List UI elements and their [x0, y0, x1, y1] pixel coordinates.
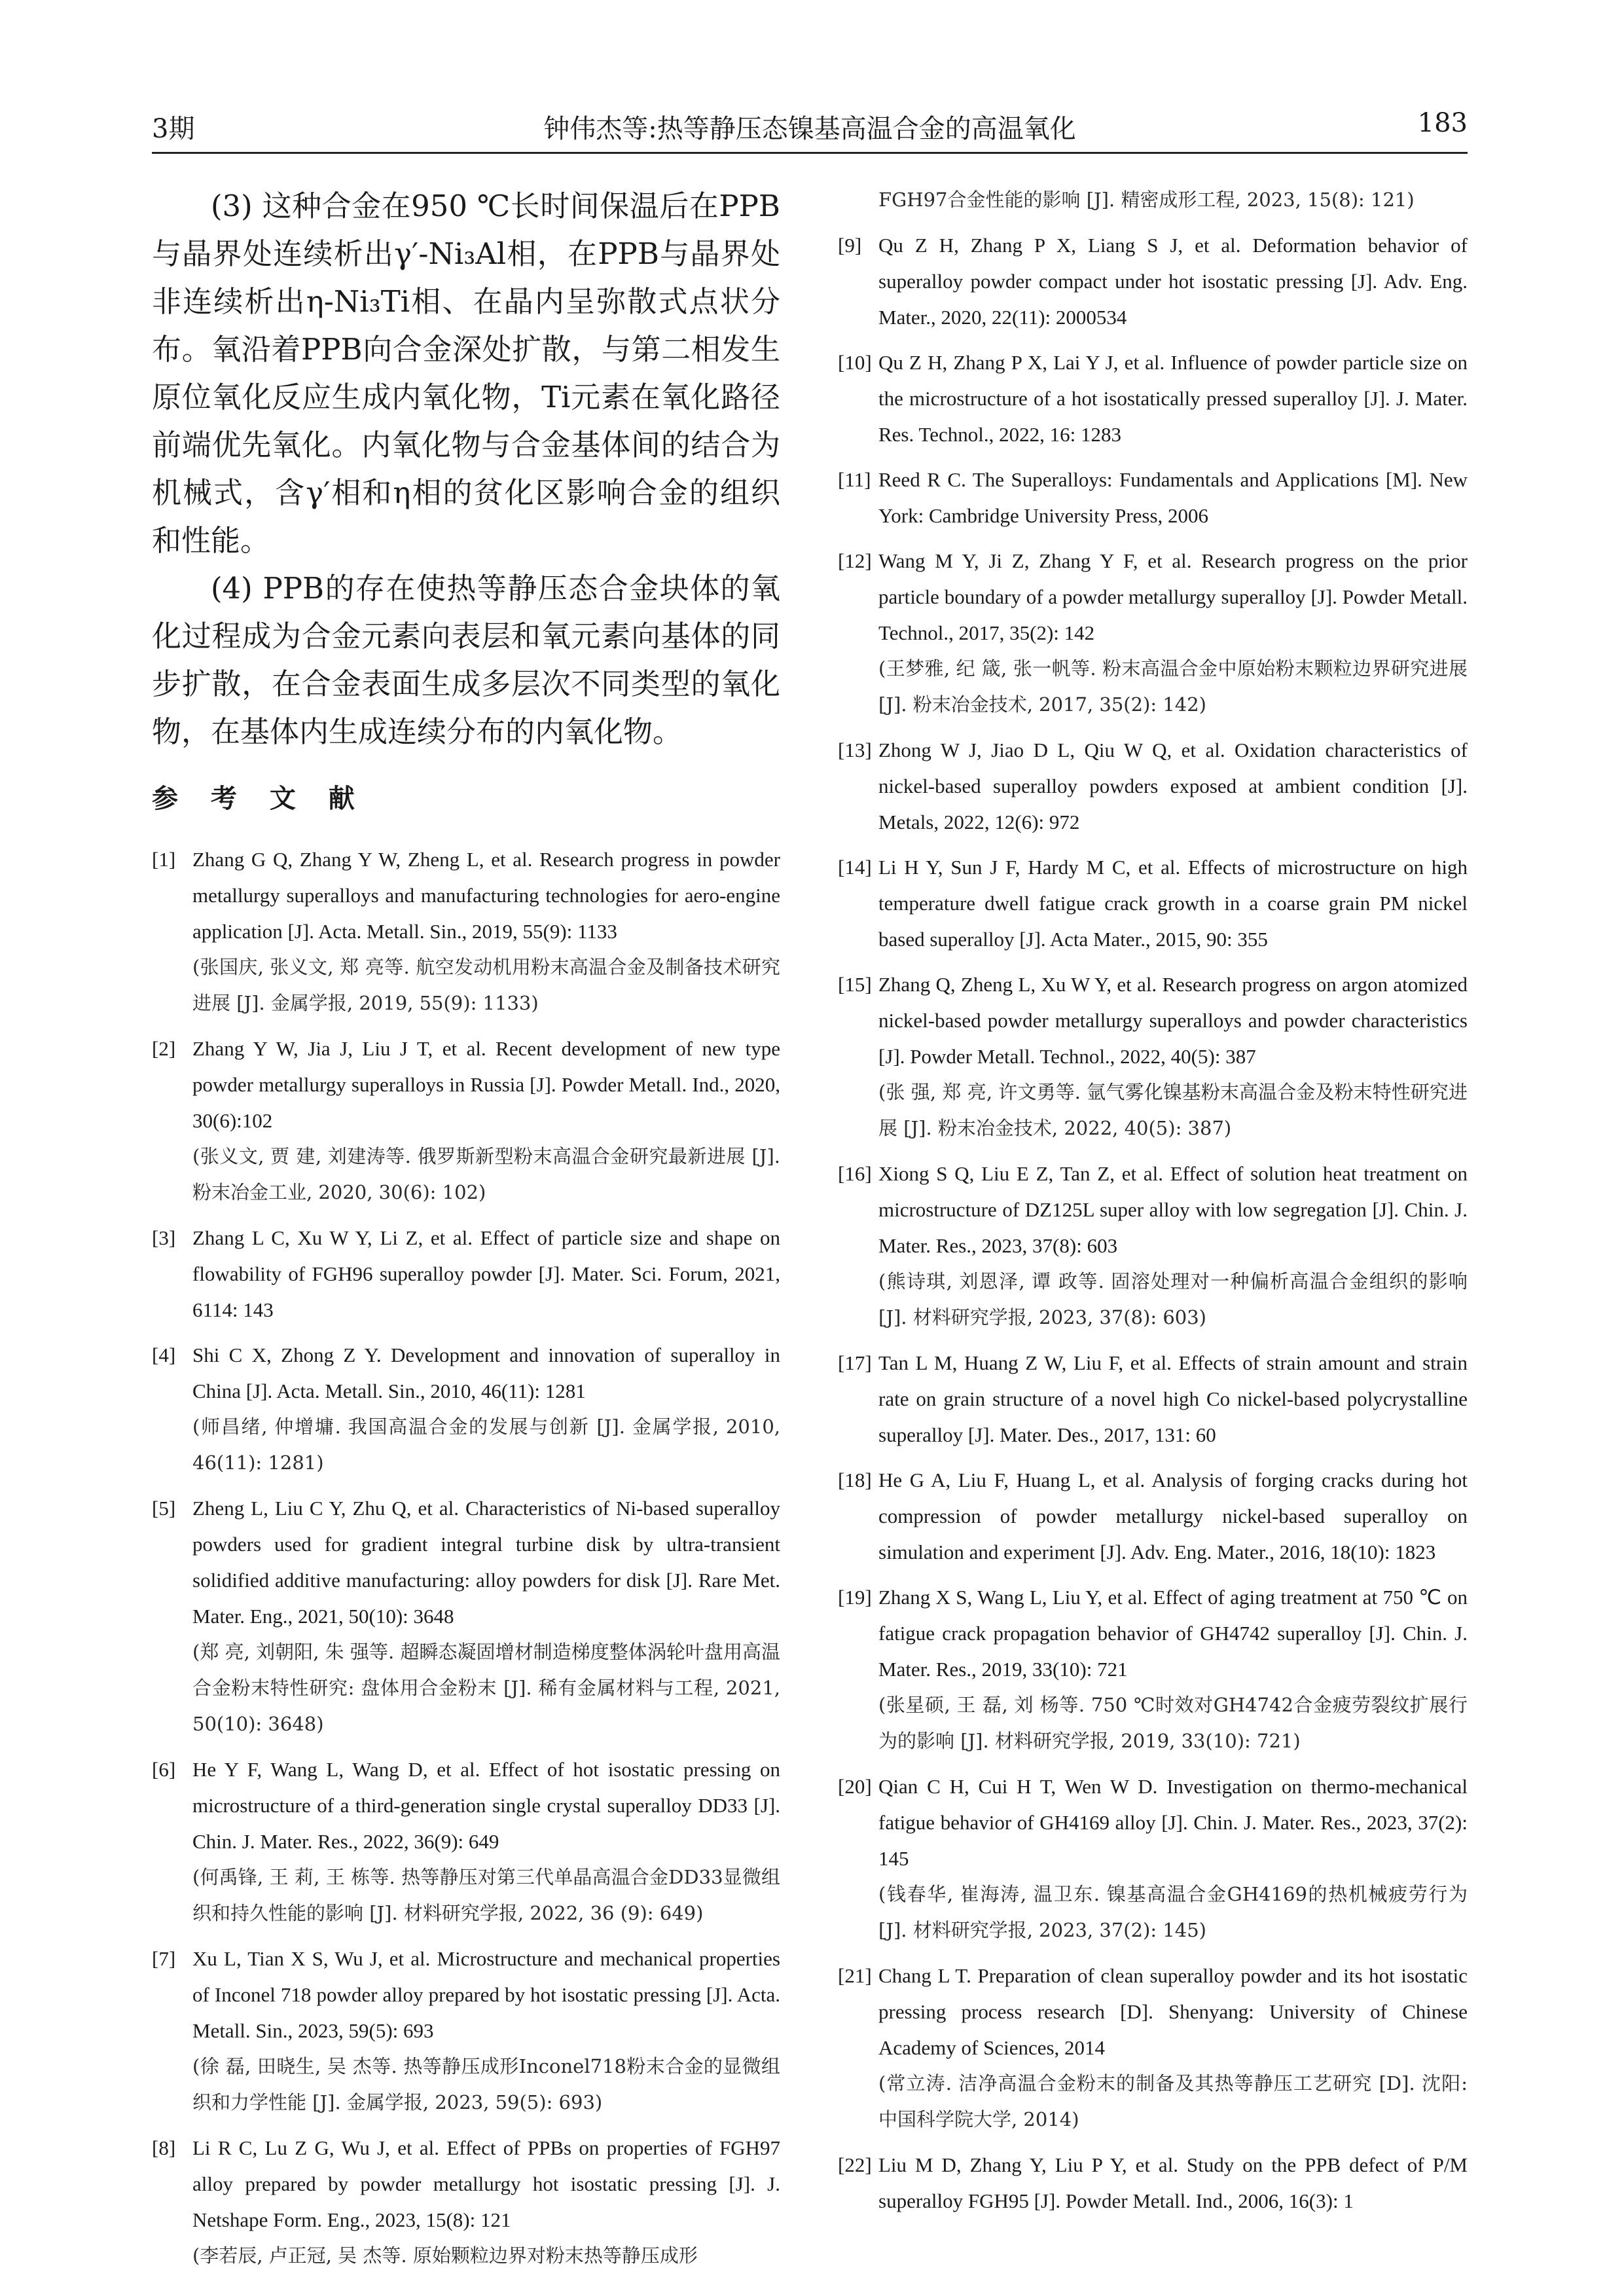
running-header	[152, 108, 1468, 154]
reference-item	[838, 732, 1468, 840]
reference-item	[838, 543, 1468, 723]
conclusion-para-4: (4) PPB的存在使热等静压态合金块体的氧化过程成为合金元素向表层和氧元素向基体的同步扩散，在合金表面生成多层次不同类型的氧化物，在基体内生成连续分布的内氧化物。	[152, 571, 780, 749]
reference-citation-en: Qian C H, Cui H T, Wen W D. Investigation on thermo-mechanical fatigue behavior of GH4169 alloy [J]. Chin. J. Mater. Res., 2023, 37(2): 145	[878, 1775, 1468, 1870]
reference-citation-cn: (何禹锋, 王 莉, 王 栋等. 热等静压对第三代单晶高温合金DD33显微组织和持久性能的影响 [J]. 材料研究学报, 2022, 36 (9): 649)	[192, 1866, 780, 1924]
reference-item	[838, 227, 1468, 335]
reference-number: [16]	[838, 1162, 872, 1185]
page-number: 183	[1417, 108, 1468, 138]
reference-item	[838, 966, 1468, 1146]
reference-item	[838, 462, 1468, 534]
reference-citation-en: Reed R C. The Superalloys: Fundamentals and Applications [M]. New York: Cambridge University Press, 2006	[878, 468, 1468, 527]
reference-citation-en: Zhang G Q, Zhang Y W, Zheng L, et al. Research progress in powder metallurgy superalloys and manufacturing technologies for aero-engine application [J]. Acta. Metall. Sin., 2019, 55(9): 1133	[192, 848, 780, 943]
reference-number: [1]	[152, 848, 176, 871]
left-column	[152, 182, 780, 2283]
reference-item	[838, 1958, 1468, 2138]
reference-item	[152, 1490, 780, 1742]
reference-citation-en: Zhang Q, Zheng L, Xu W Y, et al. Research progress on argon atomized nickel-based powder metallurgy superalloys and powder characteristics [J]. Powder Metall. Technol., 2022, 40(5): 387	[878, 973, 1468, 1068]
reference-citation-en: Zhang X S, Wang L, Liu Y, et al. Effect of aging treatment at 750 ℃ on fatigue crack propagation behavior of GH4742 superalloy [J]. Chin. J. Mater. Res., 2019, 33(10): 721	[878, 1586, 1468, 1681]
reference-citation-cn: (常立涛. 洁净高温合金粉末的制备及其热等静压工艺研究 [D]. 沈阳: 中国科学院大学, 2014)	[878, 2072, 1468, 2130]
reference-item	[838, 849, 1468, 957]
reference-number: [6]	[152, 1758, 176, 1781]
reference-number: [17]	[838, 1351, 872, 1374]
reference-citation-cn: (张星硕, 王 磊, 刘 杨等. 750 ℃时效对GH4742合金疲劳裂纹扩展行为的影响 [J]. 材料研究学报, 2019, 33(10): 721)	[878, 1694, 1468, 1752]
reference-citation-en: Zhang Y W, Jia J, Liu J T, et al. Recent development of new type powder metallurgy superalloys in Russia [J]. Powder Metall. Ind., 2020, 30(6):102	[192, 1037, 780, 1132]
reference-citation-cn: (张国庆, 张义文, 郑 亮等. 航空发动机用粉末高温合金及制备技术研究进展 [J]. 金属学报, 2019, 55(9): 1133)	[192, 956, 780, 1014]
right-column	[838, 182, 1468, 2228]
reference-item	[152, 2130, 780, 2274]
reference-item	[152, 1031, 780, 1211]
running-title: 钟伟杰等:热等静压态镍基高温合金的高温氧化	[543, 114, 1076, 144]
reference-citation-en: Zheng L, Liu C Y, Zhu Q, et al. Characteristics of Ni-based superalloy powders used for gradient integral turbine disk by ultra-transient solidified additive manufacturing: alloy powders for disk [J]. Rare Met. Mater. Eng., 2021, 50(10): 3648	[192, 1497, 780, 1628]
reference-item	[838, 1156, 1468, 1336]
reference-number: [5]	[152, 1497, 176, 1520]
header-rule	[152, 152, 1468, 154]
reference-item	[152, 1941, 780, 2121]
reference-number: [3]	[152, 1226, 176, 1249]
reference-citation-en: Qu Z H, Zhang P X, Lai Y J, et al. Influence of powder particle size on the microstructure of a hot isostatically pressed superalloy [J]. J. Mater. Res. Technol., 2022, 16: 1283	[878, 351, 1468, 446]
reference-citation-en: He G A, Liu F, Huang L, et al. Analysis of forging cracks during hot compression of powder metallurgy nickel-based superalloy on simulation and experiment [J]. Adv. Eng. Mater., 2016, 18(10): 1823	[878, 1469, 1468, 1563]
reference-citation-en: Tan L M, Huang Z W, Liu F, et al. Effects of strain amount and strain rate on grain structure of a novel high Co nickel-based polycrystalline superalloy [J]. Mater. Des., 2017, 131: 60	[878, 1351, 1468, 1446]
reference-number: [19]	[838, 1586, 872, 1609]
reference-item	[152, 841, 780, 1021]
reference-item	[152, 1220, 780, 1328]
reference-citation-en: Liu M D, Zhang Y, Liu P Y, et al. Study on the PPB defect of P/M superalloy FGH95 [J]. Powder Metall. Ind., 2006, 16(3): 1	[878, 2153, 1468, 2212]
reference-citation-en: Xiong S Q, Liu E Z, Tan Z, et al. Effect of solution heat treatment on microstructure of DZ125L super alloy with low segregation [J]. Chin. J. Mater. Res., 2023, 37(8): 603	[878, 1162, 1468, 1257]
reference-item	[152, 1337, 780, 1481]
reference-citation-en: Qu Z H, Zhang P X, Liang S J, et al. Deformation behavior of superalloy powder compact under hot isostatic pressing [J]. Adv. Eng. Mater., 2020, 22(11): 2000534	[878, 234, 1468, 329]
reference-citation-en: Wang M Y, Ji Z, Zhang Y F, et al. Research progress on the prior particle boundary of a powder metallurgy superalloy [J]. Powder Metall. Technol., 2017, 35(2): 142	[878, 549, 1468, 644]
reference-number: [22]	[838, 2153, 872, 2176]
reference-citation-en: Chang L T. Preparation of clean superalloy powder and its hot isostatic pressing process research [D]. Shenyang: University of Chinese Academy of Sciences, 2014	[878, 1964, 1468, 2059]
reference-list-left	[152, 841, 780, 2274]
issue-label: 3期	[152, 114, 195, 144]
reference-number: [8]	[152, 2136, 176, 2159]
reference-continuation: FGH97合金性能的影响 [J]. 精密成形工程, 2023, 15(8): 121)	[878, 189, 1415, 211]
reference-number: [13]	[838, 739, 872, 761]
reference-number: [11]	[838, 468, 871, 491]
reference-number: [21]	[838, 1964, 872, 1987]
reference-citation-en: Li R C, Lu Z G, Wu J, et al. Effect of PPBs on properties of FGH97 alloy prepared by powder metallurgy hot isostatic pressing [J]. J. Netshape Form. Eng., 2023, 15(8): 121	[192, 2136, 780, 2231]
reference-number: [10]	[838, 351, 872, 374]
reference-item	[838, 344, 1468, 452]
reference-citation-en: Zhang L C, Xu W Y, Li Z, et al. Effect of particle size and shape on flowability of FGH96 superalloy powder [J]. Mater. Sci. Forum, 2021, 6114: 143	[192, 1226, 780, 1321]
conclusion-para-3: (3) 这种合金在950 ℃长时间保温后在PPB与晶界处连续析出γ′-Ni₃Al相，在PPB与晶界处非连续析出η-Ni₃Ti相、在晶内呈弥散式点状分布。氧沿着PPB向合金深处扩散，与第二相发生原位氧化反应生成内氧化物，Ti元素在氧化路径前端优先氧化。内氧化物与合金基体间的结合为机械式，含γ′相和η相的贫化区影响合金的组织和性能。	[152, 189, 780, 558]
reference-number: [4]	[152, 1343, 176, 1366]
reference-citation-en: Shi C X, Zhong Z Y. Development and innovation of superalloy in China [J]. Acta. Metall. Sin., 2010, 46(11): 1281	[192, 1343, 780, 1402]
reference-citation-cn: (徐 磊, 田晓生, 吴 杰等. 热等静压成形Inconel718粉末合金的显微组织和力学性能 [J]. 金属学报, 2023, 59(5): 693)	[192, 2055, 780, 2113]
reference-item	[838, 1579, 1468, 1759]
reference-list-right	[838, 227, 1468, 2219]
reference-citation-en: Xu L, Tian X S, Wu J, et al. Microstructure and mechanical properties of Inconel 718 powder alloy prepared by hot isostatic pressing [J]. Acta. Metall. Sin., 2023, 59(5): 693	[192, 1947, 780, 2042]
reference-item	[838, 1345, 1468, 1453]
reference-item	[838, 1462, 1468, 1570]
reference-citation-cn: (钱春华, 崔海涛, 温卫东. 镍基高温合金GH4169的热机械疲劳行为 [J]. 材料研究学报, 2023, 37(2): 145)	[878, 1883, 1468, 1941]
reference-citation-en: Zhong W J, Jiao D L, Qiu W Q, et al. Oxidation characteristics of nickel-based superalloy powders exposed at ambient condition [J]. Metals, 2022, 12(6): 972	[878, 739, 1468, 833]
reference-number: [2]	[152, 1037, 176, 1060]
reference-citation-cn: (郑 亮, 刘朝阳, 朱 强等. 超瞬态凝固增材制造梯度整体涡轮叶盘用高温合金粉末特性研究: 盘体用合金粉末 [J]. 稀有金属材料与工程, 2021, 50(10): 3648)	[192, 1641, 780, 1735]
reference-citation-cn: (熊诗琪, 刘恩泽, 谭 政等. 固溶处理对一种偏析高温合金组织的影响 [J]. 材料研究学报, 2023, 37(8): 603)	[878, 1270, 1468, 1328]
reference-number: [12]	[838, 549, 872, 572]
reference-number: [20]	[838, 1775, 872, 1798]
reference-item	[838, 2147, 1468, 2219]
reference-item	[838, 1768, 1468, 1948]
reference-citation-cn: (张 强, 郑 亮, 许文勇等. 氩气雾化镍基粉末高温合金及粉末特性研究进展 [J]. 粉末冶金技术, 2022, 40(5): 387)	[878, 1081, 1468, 1139]
reference-number: [9]	[838, 234, 862, 257]
reference-citation-cn: (师昌绪, 仲增墉. 我国高温合金的发展与创新 [J]. 金属学报, 2010, 46(11): 1281)	[192, 1415, 780, 1474]
reference-citation-cn: (李若辰, 卢正冠, 吴 杰等. 原始颗粒边界对粉末热等静压成形	[192, 2244, 698, 2267]
reference-item	[152, 1751, 780, 1931]
reference-number: [18]	[838, 1469, 872, 1491]
references-heading: 参 考 文 献	[152, 784, 367, 814]
reference-citation-cn: (王梦雅, 纪 箴, 张一帆等. 粉末高温合金中原始粉末颗粒边界研究进展 [J]. 粉末冶金技术, 2017, 35(2): 142)	[878, 657, 1468, 716]
reference-citation-cn: (张义文, 贾 建, 刘建涛等. 俄罗斯新型粉末高温合金研究最新进展 [J]. 粉末冶金工业, 2020, 30(6): 102)	[192, 1145, 780, 1203]
reference-citation-en: He Y F, Wang L, Wang D, et al. Effect of hot isostatic pressing on microstructure of a third-generation single crystal superalloy DD33 [J]. Chin. J. Mater. Res., 2022, 36(9): 649	[192, 1758, 780, 1853]
reference-citation-en: Li H Y, Sun J F, Hardy M C, et al. Effects of microstructure on high temperature dwell fatigue crack growth in a coarse grain PM nickel based superalloy [J]. Acta Mater., 2015, 90: 355	[878, 856, 1468, 951]
reference-number: [15]	[838, 973, 872, 996]
reference-number: [14]	[838, 856, 872, 879]
reference-number: [7]	[152, 1947, 176, 1970]
